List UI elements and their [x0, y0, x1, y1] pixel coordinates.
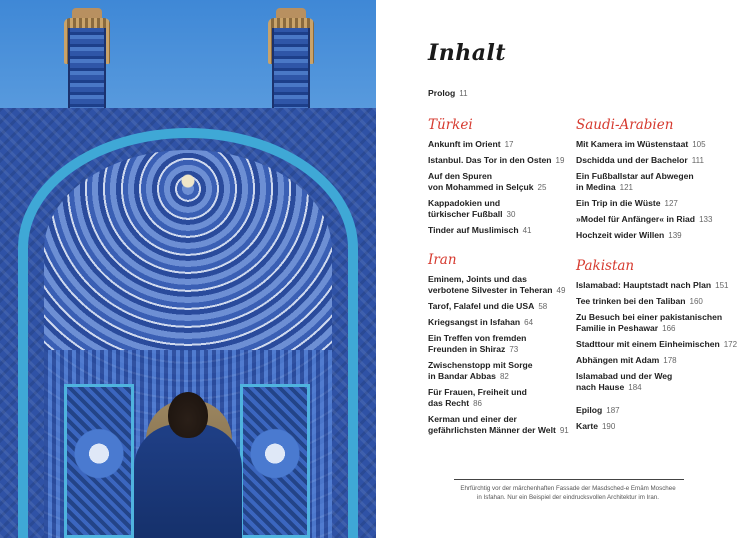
entry-label: Kriegsangst in Isfahan [428, 317, 521, 327]
entry-label: Tee trinken bei den Taliban [576, 296, 686, 306]
entry-page: 190 [601, 422, 616, 431]
toc-entry [428, 414, 588, 436]
entry-page: 121 [619, 183, 633, 192]
toc-entry [576, 296, 746, 307]
entry-label: Tarof, Falafel und die USA [428, 301, 535, 311]
toc-entry [576, 339, 746, 350]
toc-entry [576, 139, 746, 150]
caption-line: in Isfahan. Nur ein Beispiel der eindrucksvollen Architektur im Iran. [477, 494, 659, 501]
toc-entry [428, 155, 588, 166]
entry-label-line: von Mohammed in Selçuk [428, 182, 534, 192]
toc-entry [576, 355, 746, 366]
entry-label-line: Eminem, Joints und das [428, 274, 527, 284]
photo-caption [438, 484, 698, 502]
entry-label-line: Zwischenstopp mit Sorge [428, 360, 533, 370]
table-of-contents [376, 0, 750, 538]
toc-entry [428, 333, 588, 355]
entry-label-line: das Recht [428, 398, 470, 408]
entry-page: 73 [509, 345, 519, 354]
entry-label: Mit Kamera im Wüstenstaat [576, 139, 689, 149]
toc-entry-epilog [576, 405, 746, 416]
entry-label-line: Familie in Peshawar [576, 323, 659, 333]
toc-entry [428, 360, 588, 382]
entry-page: 166 [662, 324, 676, 333]
entry-label: Abhängen mit Adam [576, 355, 660, 365]
toc-entry [428, 317, 588, 328]
toc-entry [576, 171, 746, 193]
entry-label: Islamabad: Hauptstadt nach Plan [576, 280, 712, 290]
entry-page: 172 [723, 340, 738, 349]
entry-page: 105 [692, 140, 706, 149]
entry-page: 17 [504, 140, 514, 149]
entry-page: 41 [522, 226, 532, 235]
entry-page: 111 [691, 156, 704, 165]
entry-label-line: gefährlichsten Männer der Welt [428, 425, 556, 435]
entry-label-line: in Bandar Abbas [428, 371, 496, 381]
entry-label: Hochzeit wider Willen [576, 230, 665, 240]
entry-page: 187 [606, 406, 620, 415]
entry-label-line: Zu Besuch bei einer pakistanischen [576, 312, 723, 322]
toc-entry-karte [576, 421, 746, 432]
toc-entry [428, 225, 588, 236]
toc-entry [576, 312, 746, 334]
entry-page: 25 [537, 183, 547, 192]
entry-label: Stadttour mit einem Einheimischen [576, 339, 720, 349]
toc-entry [576, 371, 746, 393]
entry-page: 49 [556, 286, 566, 295]
tile-panel-right [240, 384, 310, 538]
entry-page: 19 [555, 156, 565, 165]
section-title-iran: Iran [428, 252, 457, 268]
entry-page: 86 [473, 399, 482, 408]
toc-entry [428, 301, 588, 312]
entry-page: 11 [459, 89, 468, 98]
section-entries-tuerkei [428, 139, 588, 241]
entry-label-line: Kerman und einer der [428, 414, 517, 424]
person-back-jacket [134, 424, 242, 538]
tile-panel-left [64, 384, 134, 538]
toc-entry [428, 198, 588, 220]
entry-label: Ankunft im Orient [428, 139, 501, 149]
entry-page: 91 [559, 426, 569, 435]
entry-page: 30 [506, 210, 516, 219]
section-entries-pakistan [576, 280, 746, 437]
toc-entry [428, 139, 588, 150]
toc-title: Inhalt [428, 40, 507, 66]
section-title-tuerkei: Türkei [428, 117, 473, 133]
entry-label-line: nach Hause [576, 382, 625, 392]
section-title-pakistan: Pakistan [576, 258, 635, 274]
toc-entry-prolog [428, 88, 468, 99]
entry-label-line: in Medina [576, 182, 616, 192]
entry-label: Prolog [428, 88, 456, 98]
toc-entry [428, 171, 588, 193]
person-head [168, 392, 208, 438]
section-title-saudi-arabien: Saudi-Arabien [576, 117, 674, 133]
entry-page: 133 [699, 215, 713, 224]
caption-divider [454, 479, 684, 480]
toc-entry [428, 274, 588, 296]
entry-page: 82 [499, 372, 509, 381]
toc-entry [576, 280, 746, 291]
toc-entry [576, 198, 746, 209]
entry-page: 58 [538, 302, 548, 311]
entry-label-line: Freunden in Shiraz [428, 344, 506, 354]
section-entries-saudi-arabien [576, 139, 746, 246]
entry-label-line: Auf den Spuren [428, 171, 492, 181]
entry-label: Ein Trip in die Wüste [576, 198, 661, 208]
entry-label-line: Ein Treffen von fremden [428, 333, 527, 343]
entry-label: Tinder auf Muslimisch [428, 225, 519, 235]
entry-label-line: Für Frauen, Freiheit und [428, 387, 527, 397]
entry-page: 127 [664, 199, 678, 208]
entry-label: Epilog [576, 405, 603, 415]
section-entries-iran [428, 274, 588, 441]
entry-label-line: Kappadokien und [428, 198, 501, 208]
entry-label: »Model für Anfänger« in Riad [576, 214, 696, 224]
entry-page: 151 [715, 281, 729, 290]
entry-label: Istanbul. Das Tor in den Osten [428, 155, 552, 165]
entry-page: 139 [668, 231, 682, 240]
entry-label-line: verbotene Silvester in Teheran [428, 285, 553, 295]
toc-entry [576, 230, 746, 241]
toc-entry [576, 214, 746, 225]
entry-page: 178 [663, 356, 677, 365]
entry-page: 184 [628, 383, 642, 392]
entry-label: Dschidda und der Bachelor [576, 155, 688, 165]
caption-line: Ehrfürchtig vor der märchenhaften Fassade der Masdsched-e Emām Moschee [460, 485, 676, 492]
toc-entry [576, 155, 746, 166]
entry-page: 160 [689, 297, 703, 306]
entry-label-line: Islamabad und der Weg [576, 371, 673, 381]
entry-page: 64 [524, 318, 534, 327]
entry-label-line: türkischer Fußball [428, 209, 503, 219]
toc-entry [428, 387, 588, 409]
entry-label: Karte [576, 421, 598, 431]
entry-label-line: Ein Fußballstar auf Abwegen [576, 171, 694, 181]
